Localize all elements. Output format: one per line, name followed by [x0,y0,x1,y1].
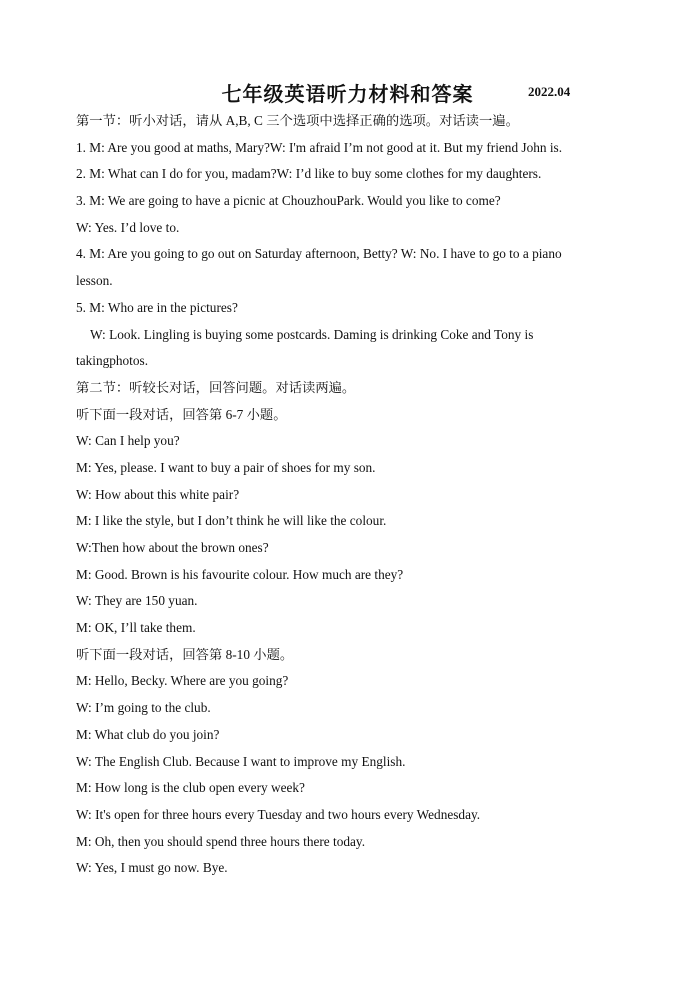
page-title: 七年级英语听力材料和答案 [221,84,474,106]
script-line: W: They are 150 yuan. [76,593,198,609]
script-line: 3. M: We are going to have a picnic at ChouzhouPark. Would you like to come? [76,193,501,209]
script-line: W: It's open for three hours every Tuesday and two hours every Wednesday. [76,806,481,822]
script-line: W: How about this white pair? [76,486,240,502]
script-line: 5. M: Who are in the pictures? [76,299,238,315]
script-line: M: How long is the club open every week? [76,780,305,796]
script-line: W: The English Club. Because I want to improve my English. [76,753,406,769]
script-line: W: I’m going to the club. [76,700,211,716]
listening-script [76,108,616,882]
script-line: W:Then how about the brown ones? [76,540,269,555]
section-one-heading: 第一节：听小对话，请从 A,B, C 三个选项中选择正确的选项。对话读一遍。 [76,113,519,128]
script-line: W: Look. Lingling is buying some postcards. Daming is drinking Coke and Tony is [90,326,534,342]
script-line: M: Hello, Becky. Where are you going? [76,673,289,689]
script-line: W: Yes. I’d love to. [76,219,180,235]
script-line: M: OK, I’ll take them. [76,620,196,636]
script-line: 4. M: Are you going to go out on Saturday afternoon, Betty? W: No. I have to go to a piano [76,246,562,262]
script-line: M: Yes, please. I want to buy a pair of shoes for my son. [76,459,376,475]
script-line: M: Good. Brown is his favourite colour. How much are they? [76,566,404,582]
script-line: 1. M: Are you good at maths, Mary?W: I'm afraid I’m not good at it. But my friend John is. [76,139,563,155]
section-two-heading: 第二节：听较长对话，回答问题。对话读两遍。 [76,379,356,395]
script-line: W: Yes, I must go now. Bye. [76,860,228,876]
script-line: M: I like the style, but I don’t think he will like the colour. [76,513,387,529]
dialogue-instruction: 听下面一段对话，回答第 6-7 小题。 [76,406,287,422]
script-line: M: Oh, then you should spend three hours there today. [76,833,366,849]
script-line: W: Can I help you? [76,433,180,449]
script-line: takingphotos. [76,353,149,369]
dialogue-instruction: 听下面一段对话，回答第 8-10 小题。 [76,646,294,662]
script-line: lesson. [76,273,113,289]
script-line: 2. M: What can I do for you, madam?W: I’d like to buy some clothes for my daughters. [76,166,542,182]
document-date: 2022.04 [528,84,571,99]
script-line: M: What club do you join? [76,726,220,742]
